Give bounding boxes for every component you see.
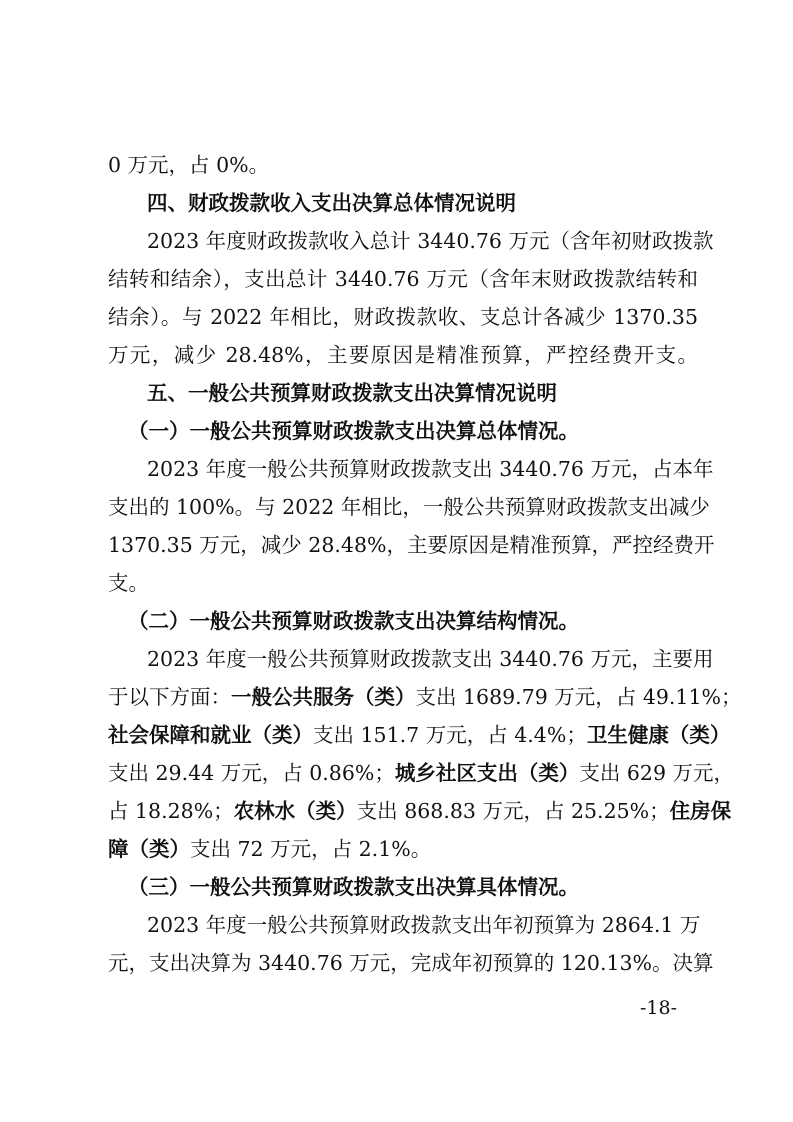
subsection-title-3: （三）一般公共预算财政拨款支出决算具体情况。 bbox=[128, 875, 579, 899]
paragraph-line: 元，支出决算为 3440.76 万元，完成年初预算的 120.13%。决算 bbox=[108, 951, 714, 975]
category-label: 卫生健康（类） bbox=[586, 723, 731, 747]
paragraph-line: 万元，减少 28.48%，主要原因是精准预算，严控经费开支。 bbox=[108, 343, 698, 367]
paragraph-line bbox=[108, 718, 731, 752]
subsection-title-2: （二）一般公共预算财政拨款支出决算结构情况。 bbox=[128, 609, 579, 633]
text-run: 支出 1689.79 万元，占 49.11%； bbox=[415, 685, 742, 709]
paragraph-line: 结余）。与 2022 年相比，财政拨款收、支总计各减少 1370.35 bbox=[108, 305, 698, 329]
text-run: 于以下方面： bbox=[108, 685, 231, 709]
paragraph-line: 支。 bbox=[108, 571, 149, 595]
section-heading-5: 五、一般公共预算财政拨款支出决算情况说明 bbox=[147, 381, 557, 405]
category-label: 住房保 bbox=[669, 799, 732, 823]
paragraph-line: 结转和结余），支出总计 3440.76 万元（含年末财政拨款结转和 bbox=[108, 267, 698, 291]
paragraph-line: 2023 年度一般公共预算财政拨款支出年初预算为 2864.1 万 bbox=[147, 913, 701, 937]
text-run: 支出 868.83 万元，占 25.25%； bbox=[356, 799, 670, 823]
paragraph-line: 支出的 100%。与 2022 年相比，一般公共预算财政拨款支出减少 bbox=[108, 495, 710, 519]
category-label: 城乡社区支出（类） bbox=[394, 761, 580, 785]
paragraph-line: 1370.35 万元，减少 28.48%，主要原因是精准预算，严控经费开 bbox=[108, 533, 715, 557]
section-heading-4: 四、财政拨款收入支出决算总体情况说明 bbox=[147, 191, 516, 215]
paragraph-line bbox=[108, 794, 732, 828]
paragraph-line: 2023 年度财政拨款收入总计 3440.76 万元（含年初财政拨款 bbox=[147, 229, 714, 253]
paragraph-line bbox=[108, 756, 735, 790]
text-run: 支出 629 万元， bbox=[579, 761, 735, 785]
category-label: 社会保障和就业（类） bbox=[108, 723, 313, 747]
page-number: -18- bbox=[640, 997, 678, 1019]
text-run: 支出 151.7 万元，占 4.4%； bbox=[313, 723, 587, 747]
subsection-title-1: （一）一般公共预算财政拨款支出决算总体情况。 bbox=[128, 419, 579, 443]
text-run: 支出 72 万元，占 2.1%。 bbox=[190, 837, 432, 861]
paragraph-line: 2023 年度一般公共预算财政拨款支出 3440.76 万元，主要用 bbox=[147, 647, 714, 671]
category-label: 障（类） bbox=[108, 837, 190, 861]
paragraph-line bbox=[108, 680, 742, 714]
category-label: 一般公共服务（类） bbox=[231, 685, 416, 709]
text-run: 支出 29.44 万元，占 0.86%； bbox=[108, 761, 395, 785]
text-run: 占 18.28%； bbox=[108, 799, 234, 823]
paragraph-line: 0 万元，占 0%。 bbox=[108, 153, 270, 177]
category-label: 农林水（类） bbox=[233, 799, 357, 823]
paragraph-line bbox=[108, 832, 698, 866]
paragraph-line: 2023 年度一般公共预算财政拨款支出 3440.76 万元，占本年 bbox=[147, 457, 714, 481]
